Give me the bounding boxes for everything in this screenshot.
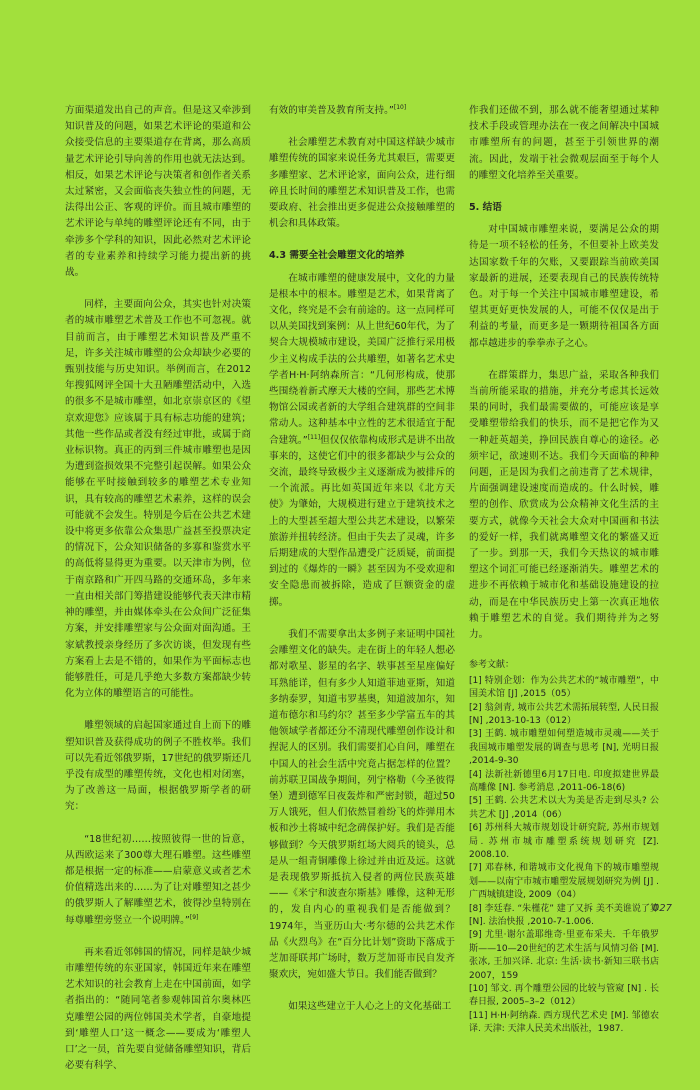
- paragraph-text: 有效的审美普及教育所支持。”: [269, 105, 394, 116]
- paragraph-text: 但仅仅依靠构成形式是讲不出故事来的，这使它们中的很多都缺少与公众的交流，最终导致极少主义逐渐成为被排斥的一个流派。再比如英国近年来以《北方天使》为肇始，大规模进行建立于建筑技术之上的大型甚至超大型公共艺术建设，以繁荣旅游并扭转经济。但由于失去了灵魂，许多后期建成的大型作品遭受广泛质疑，前面提到过的《爆炸的一瞬》甚至因为不受欢迎和安全隐患而被拆除，造成了巨额资金的虚掷。: [269, 434, 456, 608]
- paragraph: [269, 103, 455, 119]
- reference-item: [5] 王鹤. 公共艺术以大为美是否走到尽头? 公共艺术 [J] ,2014（06）: [469, 796, 659, 820]
- reference-item: [3] 王鹤. 城市雕塑如何塑造城市灵魂——关于我国城市雕塑发展的调查与思考 [N], 光明日报 ,2014-9-30: [469, 729, 659, 767]
- reference-item: [9] 尤里·谢尔盖耶维奇·里亚布采夫．千年俄罗斯——10—20世纪的艺术生活与风情习俗 [M]. 张冰, 王加兴译. 北京: 生活·读书·新知三联书店 2007，159: [469, 930, 659, 981]
- column-2: [269, 103, 455, 1032]
- column-1: [65, 103, 251, 1090]
- paragraph: 如果这些建立于人心之上的文化基础工: [288, 1001, 452, 1013]
- paragraph: 社会雕塑艺术教育对中国这样缺少城市雕塑传统的国家来说任务尤其艰巨，需要更多雕塑家、艺术评论家，面向公众，进行细碎且长时间的雕塑艺术知识普及工作，也需要政府、社会推出更多促进公众接触雕塑的机会和具体政策。: [269, 137, 455, 230]
- citation-ref: [11]: [307, 433, 321, 441]
- block-quote: [65, 832, 251, 929]
- paragraph-text: 在城市雕塑的健康发展中，文化的力量是根本中的根本。雕塑是艺术，如果背离了文化，终究是不会有前途的。这一点同样可以从美国找到案例：从上世纪60年代，为了契合大规模城市建设，美国广泛推行采用极少主义构成手法的公共雕塑，如著名艺术史学者H·H·阿纳森所言：“几何形构成，使那些围绕着新式摩天大楼的空间，那些艺术博物馆公园或者新的大学组合建筑群的空间非常动人。这种基本中立性的艺术很适宜于配合建筑。”: [269, 272, 455, 446]
- citation-ref: [9]: [189, 913, 199, 921]
- reference-item: [1] 特别企划：作为公共艺术的“城市雕塑”，中国美术馆 [J] ,2015（05）: [469, 675, 659, 700]
- paragraph: [269, 271, 455, 611]
- paragraph: 作我们还做不到，那么就不能奢望通过某种技术手段或管理办法在一夜之间解决中国城市雕塑所有的问题，甚至于引领世界的潮流。因此，发端于社会微观层面至于每个人的雕塑文化培养至关重要。: [469, 105, 659, 181]
- reference-item: [11] H·H·阿纳森. 西方现代艺术史 [M]. 邹德农译. 天津: 天津人民美术出版社，1987.: [469, 1010, 659, 1035]
- reference-item: [8] 李廷春. “朱槿花” 建了又拆 美不美谁说了算 [N]. 法治快报 ,2010-7-1.006.: [469, 903, 659, 928]
- reference-item: [4] 法新社新德里6月17日电. 印度拟建世界最高雕像 [N]. 参考消息 ,2011-06-18(6): [469, 769, 659, 793]
- reference-item: [10] 邹文. 再个雕塑公园的比较与管窥 [N] . 长春日报, 2005–3–2（012）: [469, 984, 659, 1008]
- reference-item: [2] 翁剑青, 城市公共艺术需拓展转型, 人民日报 [N] ,2013-10-13（012）: [469, 702, 659, 726]
- references: [469, 659, 659, 1036]
- paragraph: 我们不需要拿出太多例子来证明中国社会雕塑文化的缺失。走在街上的年轻人想必都对歌星、影星的名字、轶事甚至星座偏好耳熟能详，但有多少人知道菲迪亚斯，知道多纳泰罗，知道韦罗基奥，知道波加尔，知道布德尔和马约尔？甚至多少学富五车的其他领域学者都还分不清现代雕塑创作设计和捏泥人的区别。我们需要扪心自问，雕塑在中国人的社会生活中究竟占据怎样的位置？前苏联卫国战争期间，列宁格勒（今圣彼得堡）遭到德军日夜轰炸和严密封锁，超过50万人饿死，但人们依然冒着纷飞的炸弹用木板和沙土将城中纪念碑保护好。我们是否能够做到？今天俄罗斯红场大阅兵的镜头，总是从一组青铜雕像上徐过并由近及远。这就是表现俄罗斯抵抗入侵者的两位民族英雄——《米宁和波查尔斯基》雕像，这种无形的，发自内心的重视我们是否能做到？1974年，当亚历山大·考尔德的公共艺术作品《火烈鸟》在“百分比计划”资助下落成于芝加哥联邦广场时，数万芝加哥市民自发齐聚欢庆，宛如盛大节日。我们能否做到？: [269, 628, 455, 981]
- paragraph: 对中国城市雕塑来说，要满足公众的期待是一项不轻松的任务，不但要补上欧美发达国家数千年的欠账，又要跟踪当前欧美国家最新的进展，还要表现自己的民族传统特色。对于每一个关注中国城市雕塑建设，希望其更好更快发展的人，可能不仅仅是出于利益的考量，而更多是一颗期待祖国各方面都卓越进步的拳拳赤子之心。: [469, 224, 659, 349]
- paragraph: 在群策群力，集思广益，采取各种我们当前所能采取的措施，并充分考虑其长远效果的同时，我们最需要做的，可能应该是享受雕塑带给我们的快乐，而不是把它作为又一种赶英超美，挣回民族自尊心的途径。必须牢记，欲速则不达。我们今天面临的种种问题，正是因为我们之前违背了艺术规律，片面强调建设速度而造成的。什么时候，雕塑的创作、欣赏成为公众精神文化生活的主要方式，就像今天社会大众对中国画和书法的爱好一样，我们就离雕塑文化的繁盛又近了一步。到那一天，我们今天热议的城市雕塑这个词汇可能已经逐渐消失。雕塑艺术的进步不再依赖于城市化和基础设施建设的拉动，而是在中华民族历史上第一次真正地依赖于雕塑艺术的自觉。我们期待并为之努力。: [469, 369, 659, 641]
- paragraph: 同样，主要面向公众，其实也针对决策者的城市雕塑艺术普及工作也不可忽视。就目前而言，由于雕塑艺术知识普及严重不足，许多关注城市雕塑的公众却缺少必要的甄别技能与历史知识。举例而言，在2012年搜狐网评全国十大丑陋雕塑活动中，入选的很多不是城市雕塑，如北京崇京区的《望京欢迎您》应该属于具有标志功能的建筑；其他一些作品或者没有经过审批，或属于商业标识物。真正的丙到三件城市雕塑也是因为遭到盗损效果不完整引起误解。如果公众能够在平时接触到较多的雕塑艺术专业知识，具有较高的雕塑艺术素养，这样的误会可能就不会发生。特别是今后在公共艺术建设中将更多依靠公众集思广益甚至投票决定的情况下，公众知识储备的多寡和鉴赏水平的高低将显得更为重要。以天津市为例，位于南京路和广开四马路的交通环岛，多年来一直由相关部门筹措建设能够代表天津市精神的雕塑，并由媒体牵头在公众间广泛征集方案，并安排雕塑家与公众面对面沟通。王家斌教授亲身经历了多次访谈，但发现有些方案看上去是不错的，如果作为平面标志也能够胜任，可是几乎绝大多数方案都缺少转化为立体的雕塑语言的可能性。: [65, 299, 251, 700]
- paragraph: 雕塑领域的启起国家通过自上而下的雕塑知识普及获得成功的例子不胜枚举。我们可以先看近邻俄罗斯，17世纪的俄罗斯还几乎没有成型的雕塑传统，文化也相对闭塞，为了改善这一局面，根据俄罗斯学者的研究：: [65, 720, 251, 813]
- section-title: 5. 结语: [469, 202, 502, 214]
- paragraph: 再来看近邻韩国的情况，同样是缺少城市雕塑传统的东亚国家，韩国近年来在雕塑艺术知识的社会教育上走在中国前面，如学者指出的：“随同笔者参观韩国首尔奥林匹克雕塑公园的两位韩国美术学者，自豪地提到‘雕塑人口’这一概念——要成为‘雕塑人口’之一员，首先要自觉储备雕塑知识，背后必要有科学、: [65, 946, 251, 1072]
- citation-ref: [10]: [393, 103, 407, 111]
- reference-item: [7] 邓春林, 和谐城市文化视角下的城市雕塑规划——以南宁市城市雕塑发展规划研究为例 [J] . 广西城镇建设, 2009（04）: [469, 863, 659, 901]
- section-title: 4.3 需要全社会雕塑文化的培养: [269, 250, 405, 262]
- references-title: 参考文献：: [469, 660, 515, 671]
- page-number: 027: [652, 903, 672, 914]
- column-3: [469, 103, 659, 1037]
- paragraph: 方面渠道发出自己的声音。但是这又牵涉到知识普及的问题，如果艺术评论的渠道和公众接受信息的主要渠道存在背离，那么高质量艺术评论引导向善的作用也就无法达到。相反，如果艺术评论与决策者和创作者关系太过紧密，又会面临丧失独立性的问题，无法得出公正、客观的评价。而且城市雕塑的艺术评论与单纯的雕塑评论还有不同，由于牵涉多个学科的知识，因此必然对艺术评论者的专业素养和持续学习能力提出新的挑战。: [65, 105, 251, 279]
- reference-item: [6] 苏州科大城市规划设计研究院, 苏州市规划局. 苏州市城市雕塑系统规划研究 [Z]. 2008.10.: [469, 823, 659, 860]
- quote-text: “18世纪初……按照彼得一世的旨意，从西欧运来了300尊大理石雕塑。这些雕塑都是根据一定的标准——启蒙意义或者艺术价值精选出来的……为了让对雕塑知之甚少的俄罗斯人了解雕塑艺术，彼得沙皇特别在每尊雕塑旁竖立一个说明牌。”: [65, 833, 251, 926]
